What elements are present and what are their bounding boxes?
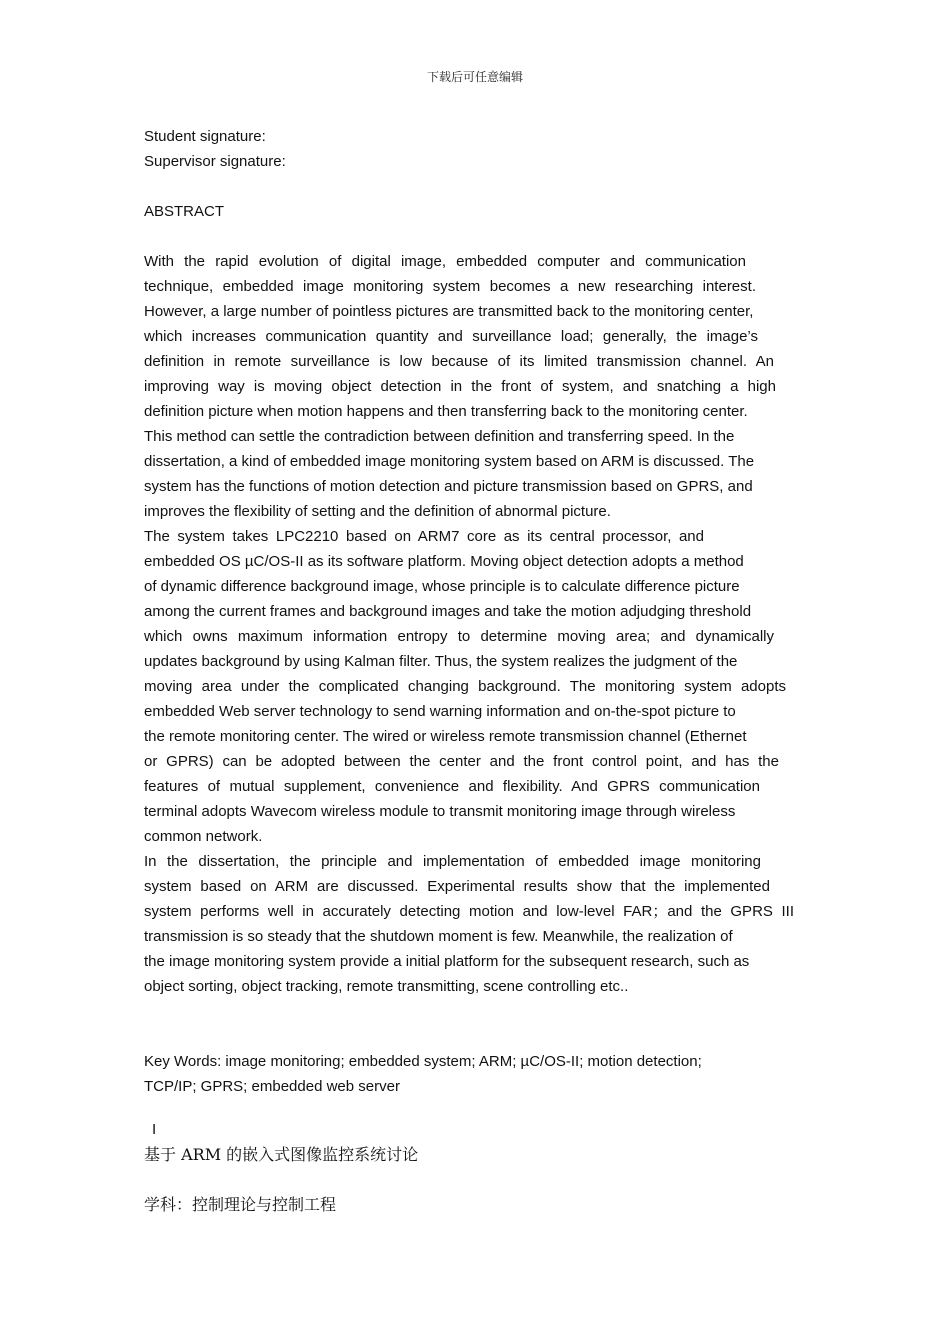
text-line: among the current frames and background images and take the motion adjudging threshold bbox=[144, 603, 752, 620]
text-line: object sorting, object tracking, remote transmitting, scene controlling etc.. bbox=[144, 978, 629, 995]
abstract-paragraph-3 bbox=[144, 849, 804, 999]
keywords-line-1: Key Words: image monitoring; embedded system; ARM; µC/OS-II; motion detection; bbox=[144, 1053, 702, 1070]
document-body bbox=[144, 124, 804, 1217]
student-signature-label: Student signature: bbox=[144, 128, 266, 145]
text-line: which owns maximum information entropy to determine moving area; and dynamically bbox=[144, 628, 774, 645]
chinese-subject: 学科：控制理论与控制工程 bbox=[144, 1195, 337, 1214]
text-line: This method can settle the contradiction between definition and transferring speed. In the bbox=[144, 428, 735, 445]
text-line: embedded Web server technology to send warning information and on-the-spot picture to bbox=[144, 703, 736, 720]
text-line: improving way is moving object detection in the front of system, and snatching a high bbox=[144, 378, 776, 395]
text-line: transmission is so steady that the shutdown moment is few. Meanwhile, the realization of bbox=[144, 928, 733, 945]
text-line: dissertation, a kind of embedded image monitoring system based on ARM is discussed. The bbox=[144, 453, 755, 470]
text-line: embedded OS µC/OS-II as its software platform. Moving object detection adopts a method bbox=[144, 553, 744, 570]
text-line: system based on ARM are discussed. Experimental results show that the implemented bbox=[144, 878, 770, 895]
text-line: the remote monitoring center. The wired or wireless remote transmission channel (Ethernet bbox=[144, 728, 747, 745]
text-line: system performs well in accurately detecting motion and low-level FAR；and the GPRS III bbox=[144, 903, 794, 920]
abstract-paragraph-1 bbox=[144, 249, 804, 524]
abstract-heading: ABSTRACT bbox=[144, 203, 225, 220]
text-line: system has the functions of motion detection and picture transmission based on GPRS, and bbox=[144, 478, 753, 495]
abstract-paragraph-2 bbox=[144, 524, 804, 849]
text-line: which increases communication quantity and surveillance load; generally, the image’s bbox=[144, 328, 758, 345]
text-line: of dynamic difference background image, whose principle is to calculate difference picture bbox=[144, 578, 740, 595]
text-line: common network. bbox=[144, 828, 263, 845]
header-note: 下载后可任意编辑 bbox=[426, 70, 523, 84]
text-line: or GPRS) can be adopted between the center and the front control point, and has the bbox=[144, 753, 779, 770]
text-line: technique, embedded image monitoring system becomes a new researching interest. bbox=[144, 278, 756, 295]
text-line: The system takes LPC2210 based on ARM7 core as its central processor, and bbox=[144, 528, 704, 545]
text-line: moving area under the complicated changing background. The monitoring system adopts bbox=[144, 678, 786, 695]
page-number: I bbox=[152, 1121, 157, 1138]
text-line: updates background by using Kalman filter. Thus, the system realizes the judgment of the bbox=[144, 653, 738, 670]
text-line: features of mutual supplement, convenience and flexibility. And GPRS communication bbox=[144, 778, 760, 795]
text-line: However, a large number of pointless pictures are transmitted back to the monitoring center, bbox=[144, 303, 754, 320]
text-line: definition picture when motion happens and then transferring back to the monitoring center. bbox=[144, 403, 748, 420]
text-line: definition in remote surveillance is low because of its limited transmission channel. An bbox=[144, 353, 774, 370]
chinese-title: 基于 ARM 的嵌入式图像监控系统讨论 bbox=[144, 1145, 419, 1164]
text-line: terminal adopts Wavecom wireless module to transmit monitoring image through wireless bbox=[144, 803, 736, 820]
text-line: In the dissertation, the principle and implementation of embedded image monitoring bbox=[144, 853, 761, 870]
keywords-line-2: TCP/IP; GPRS; embedded web server bbox=[144, 1078, 400, 1095]
text-line: With the rapid evolution of digital image, embedded computer and communication bbox=[144, 253, 746, 270]
supervisor-signature-label: Supervisor signature: bbox=[144, 153, 286, 170]
text-line: the image monitoring system provide a initial platform for the subsequent research, such as bbox=[144, 953, 750, 970]
text-line: improves the flexibility of setting and the definition of abnormal picture. bbox=[144, 503, 611, 520]
